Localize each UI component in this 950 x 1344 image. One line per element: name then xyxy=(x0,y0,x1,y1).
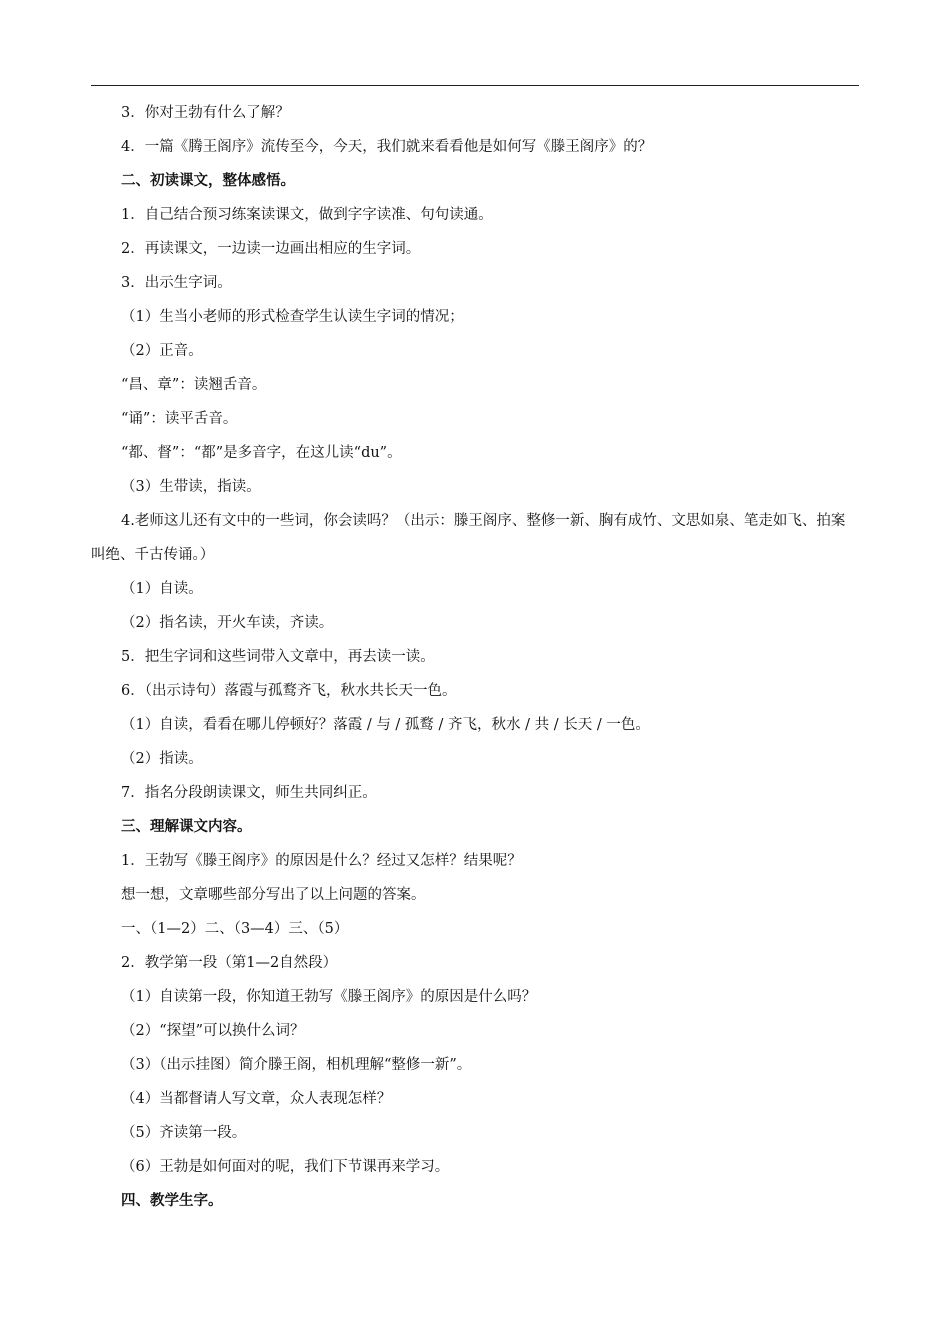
paragraph-line: 5．把生字词和这些词带入文章中，再去读一读。 xyxy=(121,649,435,665)
paragraph-line: 1．王勃写《滕王阁序》的原因是什么？经过又怎样？结果呢？ xyxy=(121,853,522,869)
paragraph-line: （1）自读，看看在哪儿停顿好？落霞 / 与 / 孤鹜 / 齐飞，秋水 / 共 / 长天 / 一色。 xyxy=(121,717,650,733)
paragraph-line: 6．（出示诗句）落霞与孤鹜齐飞，秋水共长天一色。 xyxy=(121,683,457,699)
paragraph-line: （1）自读。 xyxy=(121,581,203,597)
paragraph-line: （1）生当小老师的形式检查学生认读生字词的情况； xyxy=(121,309,464,325)
paragraph-line: “昌、章”：读翘舌音。 xyxy=(121,377,267,393)
paragraph-line: 2．教学第一段（第1—2自然段） xyxy=(121,955,338,971)
paragraph-line: “诵”：读平舌音。 xyxy=(121,411,238,427)
paragraph-line: （5）齐读第一段。 xyxy=(121,1125,247,1141)
paragraph-line: （2）指名读，开火车读，齐读。 xyxy=(121,615,334,631)
paragraph-line: （3）（出示挂图）简介滕王阁，相机理解“整修一新”。 xyxy=(121,1057,472,1073)
paragraph-line: （1）自读第一段，你知道王勃写《滕王阁序》的原因是什么吗？ xyxy=(121,989,537,1005)
paragraph-line: （4）当都督请人写文章，众人表现怎样？ xyxy=(121,1091,392,1107)
paragraph-line: 4．一篇《腾王阁序》流传至今，今天，我们就来看看他是如何写《滕王阁序》的？ xyxy=(121,139,653,155)
header-rule xyxy=(91,85,859,86)
paragraph-line: 7．指名分段朗读课文，师生共同纠正。 xyxy=(121,785,377,801)
paragraph-line: 3．你对王勃有什么了解？ xyxy=(121,105,290,121)
paragraph-line: “都、督”：“都”是多音字，在这儿读“du”。 xyxy=(121,445,402,461)
paragraph-line: 一、（1—2）二、（3—4）三、（5） xyxy=(121,921,349,937)
paragraph-line: （2）指读。 xyxy=(121,751,203,767)
section-heading: 四、教学生字。 xyxy=(121,1192,223,1209)
paragraph-line: （3）生带读，指读。 xyxy=(121,479,261,495)
paragraph-line: 2．再读课文，一边读一边画出相应的生字词。 xyxy=(121,241,421,257)
document-body xyxy=(91,96,859,1218)
section-heading: 三、理解课文内容。 xyxy=(121,818,252,835)
paragraph-line: 3．出示生字词。 xyxy=(121,275,232,291)
paragraph-line: 1．自己结合预习练案读课文，做到字字读准、句句读通。 xyxy=(121,207,493,223)
section-heading: 二、初读课文，整体感悟。 xyxy=(121,172,295,189)
paragraph-line: 4.老师这儿还有文中的一些词，你会读吗？（出示：滕王阁序、整修一新、胸有成竹、文思如泉、笔走如飞、拍案叫绝、千古传诵。） xyxy=(91,513,846,563)
paragraph-line: 想一想，文章哪些部分写出了以上问题的答案。 xyxy=(121,887,426,903)
paragraph-line: （2）“探望”可以换什么词？ xyxy=(121,1023,305,1039)
paragraph-line: （2）正音。 xyxy=(121,343,203,359)
paragraph-line: （6）王勃是如何面对的呢，我们下节课再来学习。 xyxy=(121,1159,450,1175)
